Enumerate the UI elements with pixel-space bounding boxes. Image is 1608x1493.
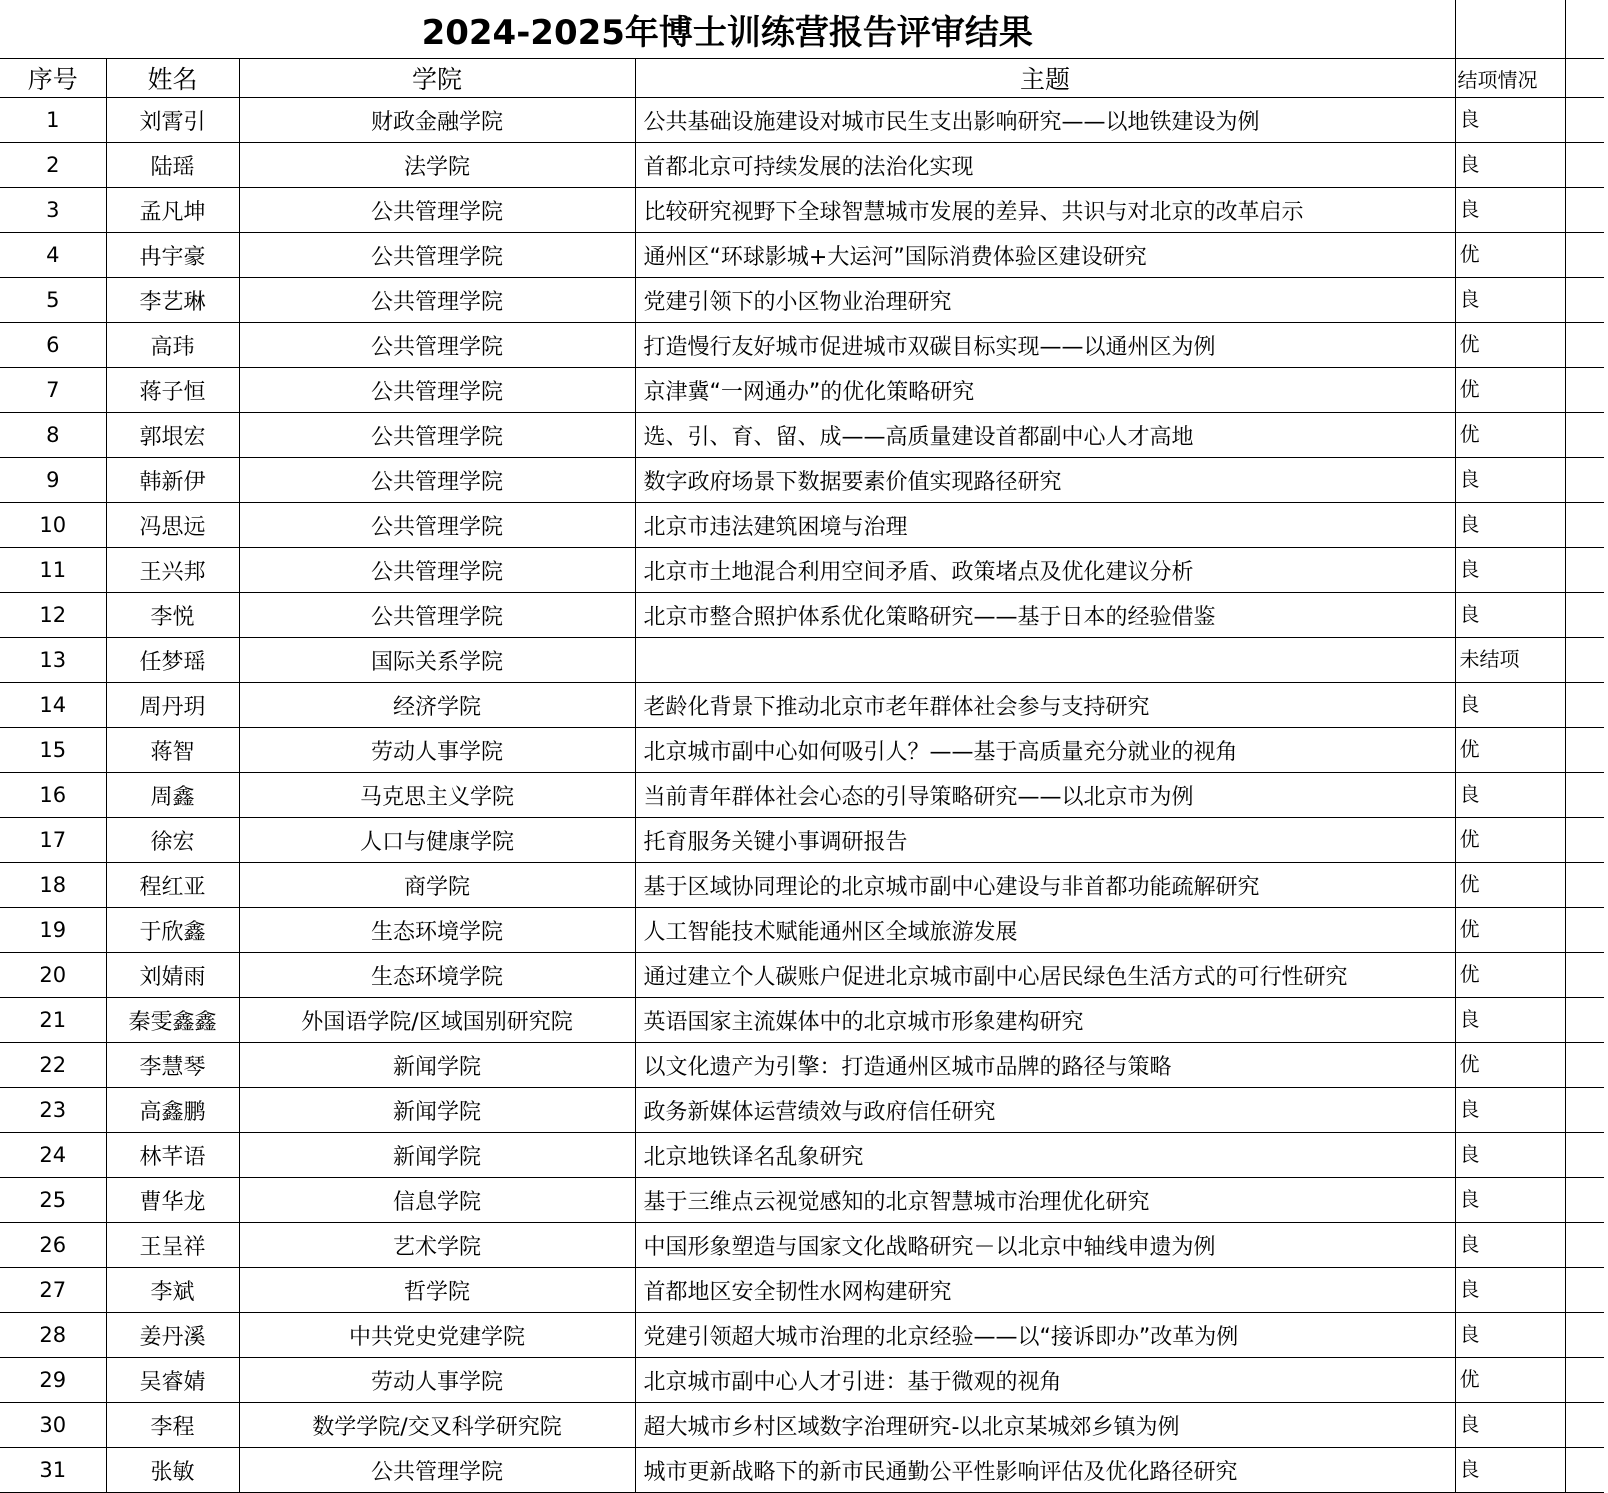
row-no: 8 xyxy=(0,413,106,458)
table-row xyxy=(0,1133,1604,1178)
row-topic: 超大城市乡村区域数字治理研究-以北京某城郊乡镇为例 xyxy=(635,1403,1455,1448)
row-topic: 党建引领超大城市治理的北京经验——以“接诉即办”改革为例 xyxy=(635,1313,1455,1358)
row-edge xyxy=(1565,548,1604,593)
row-college: 哲学院 xyxy=(239,1268,635,1313)
row-name: 蒋子恒 xyxy=(106,368,239,413)
row-topic: 中国形象塑造与国家文化战略研究－以北京中轴线申遗为例 xyxy=(635,1223,1455,1268)
row-topic: 北京市整合照护体系优化策略研究——基于日本的经验借鉴 xyxy=(635,593,1455,638)
row-edge xyxy=(1565,638,1604,683)
row-result: 良 xyxy=(1455,773,1565,818)
row-college: 公共管理学院 xyxy=(239,368,635,413)
table-row xyxy=(0,818,1604,863)
row-college: 公共管理学院 xyxy=(239,1448,635,1493)
row-result: 优 xyxy=(1455,1358,1565,1403)
row-topic: 基于三维点云视觉感知的北京智慧城市治理优化研究 xyxy=(635,1178,1455,1223)
row-name: 程红亚 xyxy=(106,863,239,908)
title-edge-cell xyxy=(1565,0,1604,59)
row-name: 李程 xyxy=(106,1403,239,1448)
row-name: 曹华龙 xyxy=(106,1178,239,1223)
row-no: 7 xyxy=(0,368,106,413)
row-name: 李斌 xyxy=(106,1268,239,1313)
row-topic: 首都北京可持续发展的法治化实现 xyxy=(635,143,1455,188)
row-topic: 当前青年群体社会心态的引导策略研究——以北京市为例 xyxy=(635,773,1455,818)
row-result: 良 xyxy=(1455,503,1565,548)
row-topic: 数字政府场景下数据要素价值实现路径研究 xyxy=(635,458,1455,503)
row-no: 22 xyxy=(0,1043,106,1088)
header-name: 姓名 xyxy=(106,59,239,98)
row-no: 12 xyxy=(0,593,106,638)
row-topic: 公共基础设施建设对城市民生支出影响研究——以地铁建设为例 xyxy=(635,98,1455,143)
title-blank-cell xyxy=(1455,0,1565,59)
table-row xyxy=(0,188,1604,233)
row-no: 5 xyxy=(0,278,106,323)
row-college: 公共管理学院 xyxy=(239,188,635,233)
row-result: 良 xyxy=(1455,1268,1565,1313)
row-college: 财政金融学院 xyxy=(239,98,635,143)
row-edge xyxy=(1565,233,1604,278)
row-topic: 北京地铁译名乱象研究 xyxy=(635,1133,1455,1178)
row-college: 公共管理学院 xyxy=(239,323,635,368)
row-result: 优 xyxy=(1455,908,1565,953)
row-name: 郭垠宏 xyxy=(106,413,239,458)
row-result: 优 xyxy=(1455,413,1565,458)
row-college: 中共党史党建学院 xyxy=(239,1313,635,1358)
row-college: 公共管理学院 xyxy=(239,548,635,593)
header-college: 学院 xyxy=(239,59,635,98)
row-edge xyxy=(1565,683,1604,728)
row-college: 公共管理学院 xyxy=(239,233,635,278)
table-row xyxy=(0,548,1604,593)
row-edge xyxy=(1565,1223,1604,1268)
row-result: 良 xyxy=(1455,278,1565,323)
row-topic: 首都地区安全韧性水网构建研究 xyxy=(635,1268,1455,1313)
row-name: 陆瑶 xyxy=(106,143,239,188)
row-no: 28 xyxy=(0,1313,106,1358)
row-edge xyxy=(1565,278,1604,323)
row-no: 2 xyxy=(0,143,106,188)
table-row xyxy=(0,953,1604,998)
row-topic: 党建引领下的小区物业治理研究 xyxy=(635,278,1455,323)
row-name: 李悦 xyxy=(106,593,239,638)
row-result: 优 xyxy=(1455,728,1565,773)
row-college: 新闻学院 xyxy=(239,1043,635,1088)
row-college: 生态环境学院 xyxy=(239,953,635,998)
row-college: 法学院 xyxy=(239,143,635,188)
row-no: 26 xyxy=(0,1223,106,1268)
table-row xyxy=(0,143,1604,188)
table-row xyxy=(0,1313,1604,1358)
row-edge xyxy=(1565,1403,1604,1448)
row-no: 13 xyxy=(0,638,106,683)
row-college: 国际关系学院 xyxy=(239,638,635,683)
table-row xyxy=(0,683,1604,728)
row-result: 优 xyxy=(1455,1043,1565,1088)
header-result: 结项情况 xyxy=(1455,59,1565,98)
table-row xyxy=(0,638,1604,683)
table-row xyxy=(0,278,1604,323)
row-topic: 京津冀“一网通办”的优化策略研究 xyxy=(635,368,1455,413)
row-name: 林芊语 xyxy=(106,1133,239,1178)
row-name: 周丹玥 xyxy=(106,683,239,728)
row-result: 良 xyxy=(1455,143,1565,188)
row-no: 23 xyxy=(0,1088,106,1133)
row-edge xyxy=(1565,1043,1604,1088)
row-college: 新闻学院 xyxy=(239,1133,635,1178)
row-topic: 北京城市副中心人才引进：基于微观的视角 xyxy=(635,1358,1455,1403)
row-college: 劳动人事学院 xyxy=(239,728,635,773)
row-topic xyxy=(635,638,1455,683)
row-name: 刘婧雨 xyxy=(106,953,239,998)
row-topic: 通过建立个人碳账户促进北京城市副中心居民绿色生活方式的可行性研究 xyxy=(635,953,1455,998)
table-row xyxy=(0,503,1604,548)
row-topic: 英语国家主流媒体中的北京城市形象建构研究 xyxy=(635,998,1455,1043)
table-row xyxy=(0,1178,1604,1223)
row-college: 劳动人事学院 xyxy=(239,1358,635,1403)
table-row xyxy=(0,98,1604,143)
row-topic: 托育服务关键小事调研报告 xyxy=(635,818,1455,863)
row-no: 9 xyxy=(0,458,106,503)
row-edge xyxy=(1565,593,1604,638)
row-topic: 北京市土地混合利用空间矛盾、政策堵点及优化建议分析 xyxy=(635,548,1455,593)
row-result: 优 xyxy=(1455,863,1565,908)
row-no: 30 xyxy=(0,1403,106,1448)
row-name: 王呈祥 xyxy=(106,1223,239,1268)
row-no: 4 xyxy=(0,233,106,278)
row-name: 秦雯鑫鑫 xyxy=(106,998,239,1043)
row-topic: 北京城市副中心如何吸引人？——基于高质量充分就业的视角 xyxy=(635,728,1455,773)
row-result: 良 xyxy=(1455,548,1565,593)
row-no: 14 xyxy=(0,683,106,728)
table-row xyxy=(0,998,1604,1043)
row-result: 优 xyxy=(1455,368,1565,413)
table-row xyxy=(0,1043,1604,1088)
row-college: 公共管理学院 xyxy=(239,278,635,323)
table-row xyxy=(0,773,1604,818)
row-edge xyxy=(1565,728,1604,773)
row-topic: 选、引、育、留、成——高质量建设首都副中心人才高地 xyxy=(635,413,1455,458)
row-result: 优 xyxy=(1455,818,1565,863)
row-name: 王兴邦 xyxy=(106,548,239,593)
row-topic: 基于区域协同理论的北京城市副中心建设与非首都功能疏解研究 xyxy=(635,863,1455,908)
row-result: 未结项 xyxy=(1455,638,1565,683)
row-no: 20 xyxy=(0,953,106,998)
page-title: 2024-2025年博士训练营报告评审结果 xyxy=(0,0,1455,59)
row-topic: 城市更新战略下的新市民通勤公平性影响评估及优化路径研究 xyxy=(635,1448,1455,1493)
row-edge xyxy=(1565,1268,1604,1313)
table-body xyxy=(0,98,1604,1493)
header-topic: 主题 xyxy=(635,59,1455,98)
row-no: 3 xyxy=(0,188,106,233)
row-no: 17 xyxy=(0,818,106,863)
row-result: 良 xyxy=(1455,1178,1565,1223)
row-edge xyxy=(1565,188,1604,233)
row-no: 25 xyxy=(0,1178,106,1223)
row-name: 孟凡坤 xyxy=(106,188,239,233)
row-name: 李慧琴 xyxy=(106,1043,239,1088)
row-topic: 以文化遗产为引擎：打造通州区城市品牌的路径与策略 xyxy=(635,1043,1455,1088)
table-row xyxy=(0,1223,1604,1268)
table-row xyxy=(0,1403,1604,1448)
row-no: 18 xyxy=(0,863,106,908)
row-college: 公共管理学院 xyxy=(239,458,635,503)
row-no: 24 xyxy=(0,1133,106,1178)
row-no: 10 xyxy=(0,503,106,548)
row-result: 良 xyxy=(1455,1223,1565,1268)
row-result: 良 xyxy=(1455,1088,1565,1133)
header-no: 序号 xyxy=(0,59,106,98)
row-edge xyxy=(1565,503,1604,548)
table-row xyxy=(0,323,1604,368)
row-name: 周鑫 xyxy=(106,773,239,818)
row-no: 19 xyxy=(0,908,106,953)
row-no: 1 xyxy=(0,98,106,143)
row-college: 公共管理学院 xyxy=(239,413,635,458)
row-edge xyxy=(1565,818,1604,863)
row-edge xyxy=(1565,1133,1604,1178)
row-college: 生态环境学院 xyxy=(239,908,635,953)
table-row xyxy=(0,863,1604,908)
row-topic: 老龄化背景下推动北京市老年群体社会参与支持研究 xyxy=(635,683,1455,728)
row-no: 29 xyxy=(0,1358,106,1403)
row-edge xyxy=(1565,773,1604,818)
row-result: 优 xyxy=(1455,953,1565,998)
title-row xyxy=(0,0,1604,59)
row-result: 良 xyxy=(1455,98,1565,143)
row-topic: 政务新媒体运营绩效与政府信任研究 xyxy=(635,1088,1455,1133)
table-row xyxy=(0,1088,1604,1133)
row-college: 人口与健康学院 xyxy=(239,818,635,863)
row-edge xyxy=(1565,863,1604,908)
row-name: 刘霄引 xyxy=(106,98,239,143)
row-no: 15 xyxy=(0,728,106,773)
row-no: 27 xyxy=(0,1268,106,1313)
row-result: 良 xyxy=(1455,593,1565,638)
row-college: 外国语学院/区域国别研究院 xyxy=(239,998,635,1043)
row-result: 优 xyxy=(1455,323,1565,368)
row-result: 良 xyxy=(1455,458,1565,503)
row-topic: 比较研究视野下全球智慧城市发展的差异、共识与对北京的改革启示 xyxy=(635,188,1455,233)
table-row xyxy=(0,233,1604,278)
row-name: 高玮 xyxy=(106,323,239,368)
row-name: 任梦瑶 xyxy=(106,638,239,683)
row-no: 6 xyxy=(0,323,106,368)
row-result: 良 xyxy=(1455,1448,1565,1493)
row-edge xyxy=(1565,323,1604,368)
row-college: 信息学院 xyxy=(239,1178,635,1223)
row-topic: 通州区“环球影城+大运河”国际消费体验区建设研究 xyxy=(635,233,1455,278)
table-row xyxy=(0,1358,1604,1403)
row-edge xyxy=(1565,998,1604,1043)
row-college: 公共管理学院 xyxy=(239,593,635,638)
row-no: 11 xyxy=(0,548,106,593)
header-edge xyxy=(1565,59,1604,98)
row-result: 良 xyxy=(1455,188,1565,233)
row-name: 冉宇豪 xyxy=(106,233,239,278)
table-row xyxy=(0,908,1604,953)
row-edge xyxy=(1565,1313,1604,1358)
row-no: 31 xyxy=(0,1448,106,1493)
row-name: 姜丹溪 xyxy=(106,1313,239,1358)
row-topic: 打造慢行友好城市促进城市双碳目标实现——以通州区为例 xyxy=(635,323,1455,368)
row-topic: 北京市违法建筑困境与治理 xyxy=(635,503,1455,548)
row-name: 吴睿婧 xyxy=(106,1358,239,1403)
table-row xyxy=(0,458,1604,503)
row-edge xyxy=(1565,458,1604,503)
table-row xyxy=(0,368,1604,413)
row-edge xyxy=(1565,1358,1604,1403)
row-edge xyxy=(1565,953,1604,998)
row-edge xyxy=(1565,908,1604,953)
row-no: 16 xyxy=(0,773,106,818)
row-result: 良 xyxy=(1455,1403,1565,1448)
row-name: 张敏 xyxy=(106,1448,239,1493)
row-name: 高鑫鹏 xyxy=(106,1088,239,1133)
row-college: 商学院 xyxy=(239,863,635,908)
row-college: 艺术学院 xyxy=(239,1223,635,1268)
row-name: 冯思远 xyxy=(106,503,239,548)
row-college: 经济学院 xyxy=(239,683,635,728)
row-no: 21 xyxy=(0,998,106,1043)
row-edge xyxy=(1565,143,1604,188)
row-college: 马克思主义学院 xyxy=(239,773,635,818)
row-edge xyxy=(1565,1178,1604,1223)
row-college: 数学学院/交叉科学研究院 xyxy=(239,1403,635,1448)
table-row xyxy=(0,1448,1604,1493)
row-edge xyxy=(1565,98,1604,143)
row-result: 良 xyxy=(1455,1313,1565,1358)
row-result: 良 xyxy=(1455,1133,1565,1178)
row-topic: 人工智能技术赋能通州区全域旅游发展 xyxy=(635,908,1455,953)
table-row xyxy=(0,728,1604,773)
row-edge xyxy=(1565,1088,1604,1133)
row-edge xyxy=(1565,413,1604,458)
row-edge xyxy=(1565,1448,1604,1493)
table-row xyxy=(0,593,1604,638)
row-college: 公共管理学院 xyxy=(239,503,635,548)
row-name: 徐宏 xyxy=(106,818,239,863)
row-result: 良 xyxy=(1455,998,1565,1043)
table-row xyxy=(0,413,1604,458)
header-row xyxy=(0,59,1604,98)
row-name: 蒋智 xyxy=(106,728,239,773)
row-name: 于欣鑫 xyxy=(106,908,239,953)
row-result: 优 xyxy=(1455,233,1565,278)
row-result: 良 xyxy=(1455,683,1565,728)
row-college: 新闻学院 xyxy=(239,1088,635,1133)
row-name: 李艺琳 xyxy=(106,278,239,323)
row-name: 韩新伊 xyxy=(106,458,239,503)
table-row xyxy=(0,1268,1604,1313)
row-edge xyxy=(1565,368,1604,413)
